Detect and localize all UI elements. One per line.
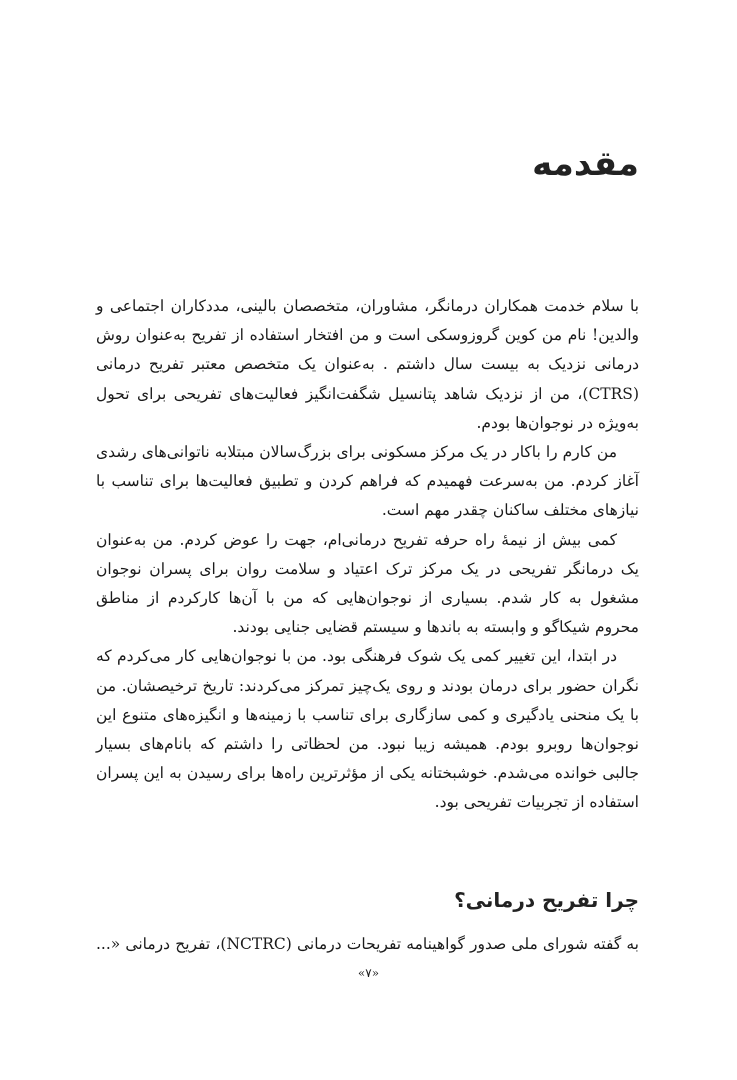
section-heading: چرا تفریح درمانی؟ [454, 888, 639, 912]
chapter-title: مقدمه [532, 144, 639, 184]
paragraph-culture-shock: در ابتدا، این تغییر کمی یک شوک فرهنگی بود. من با نوجوان‌هایی کار می‌کردم که نگران حضور برای درمان بودند و روی یک‌چیز تمرکز می‌کردند: تاریخ ترخیصشان. من با یک منحنی یادگیری و کمی سازگاری برای تناسب با زمینه‌ها و انگیزه‌های متنوع این نوجوان‌ها روبرو بودم. همیشه زیبا نبود. من لحظاتی را داشتم که بانام‌های بسیار جالبی خوانده می‌شدم. خوشبختانه یکی از مؤثرترین راه‌ها برای رسیدن به این پسران استفاده از تجربیات تفریحی بود. [96, 647, 639, 812]
body-text [96, 292, 639, 818]
paragraph-first-job: من کارم را باکار در یک مرکز مسکونی برای بزرگ‌سالان مبتلابه ناتوانی‌های رشدی آغاز کردم. من به‌سرعت فهمیدم که فراهم کردن و تطبیق فعالیت‌ها برای تناسب با نیازهای مختلف ساکنان چقدر مهم است. [96, 443, 639, 520]
paragraph-career-change: کمی بیش از نیمهٔ راه حرفه تفریح درمانی‌ام، جهت را عوض کردم. من به‌عنوان یک درمانگر تفریحی در یک مرکز ترک اعتیاد و سلامت روان برای پسران نوجوان مشغول به کار شدم. بسیاری از نوجوان‌هایی که من با آن‌ها کارکردم از مناطق محروم شیکاگو و وابسته به باندها و سیستم قضایی جنایی بودند. [96, 530, 639, 637]
page-number: «۷» [357, 966, 380, 980]
paragraph-intro: با سلام خدمت همکاران درمانگر، مشاوران، متخصصان بالینی، مددکاران اجتماعی و والدین! نام من کوین گروزوسکی است و من افتخار استفاده از تفریح به‌عنوان روش درمانی نزدیک به بیست سال داشتم . به‌عنوان یک متخصص معتبر تفریح درمانی (CTRS)، من از نزدیک شاهد پتانسیل شگفت‌انگیز فعالیت‌های تفریحی برای تحول به‌ویژه در نوجوان‌ها بودم. [96, 297, 639, 432]
section-intro-text: به گفته شورای ملی صدور گواهینامه تفریحات درمانی (NCTRC)، تفریح درمانی «... [96, 935, 639, 953]
